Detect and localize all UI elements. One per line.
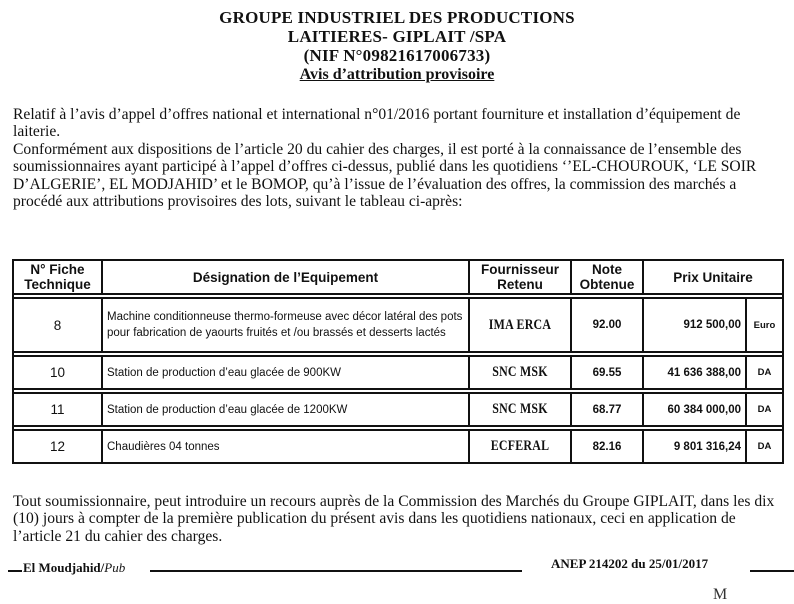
- company-name-line2: LAITIERES- GIPLAIT /SPA: [287, 27, 507, 46]
- table-row: [13, 298, 783, 352]
- cell-devise: DA: [746, 393, 783, 426]
- header-fournisseur: Fournisseur Retenu: [469, 260, 571, 294]
- cell-num: 8: [13, 298, 102, 352]
- cell-devise: DA: [746, 430, 783, 463]
- cell-designation: Chaudières 04 tonnes: [102, 430, 469, 463]
- company-name-line1: GROUPE INDUSTRIEL DES PRODUCTIONS: [219, 8, 575, 27]
- tax-id: (NIF N°09821617006733): [303, 46, 491, 65]
- table-header-row: [13, 260, 783, 294]
- publication-credit: [23, 560, 125, 576]
- cell-prix: 60 384 000,00: [643, 393, 746, 426]
- intro-paragraph-2: Conformément aux dispositions de l’article 20 du cahier des charges, il est porté à la connaissance de l’ensemble des soumissionnaires ayant participé à l’appel d’offres ci-dessus, publié dans les quotidiens ‘’EL-CHOUROUK, ‘LE SOIR D’ALGERIE’, EL MODJAHID’ et le BOMOP, qu’à l’issue de l’évaluation des offres, la commission des marchés a procédé aux attributions provisoires des lots, suivant le tableau ci-après:: [13, 140, 757, 211]
- cell-note: 82.16: [571, 430, 643, 463]
- header-note: Note Obtenue: [571, 260, 643, 294]
- cell-num: 10: [13, 356, 102, 389]
- header-fiche: N° Fiche Technique: [13, 260, 102, 294]
- attribution-table: [12, 259, 784, 464]
- cell-fournisseur: SNC MSK: [478, 356, 562, 389]
- cell-devise: Euro: [746, 298, 783, 352]
- cell-prix: 9 801 316,24: [643, 430, 746, 463]
- cell-num: 12: [13, 430, 102, 463]
- publication-suffix: Pub: [104, 560, 126, 575]
- footer-rule: [750, 570, 794, 572]
- cell-designation: Station de production d’eau glacée de 900KW: [102, 356, 469, 389]
- footer-rule: [150, 570, 522, 572]
- cell-prix: 41 636 388,00: [643, 356, 746, 389]
- footer-text: [13, 493, 783, 545]
- table-row: [13, 393, 783, 426]
- publication-name: El Moudjahid/: [23, 560, 105, 575]
- notice-header: [0, 8, 794, 84]
- cell-designation: Machine conditionneuse thermo-formeuse avec décor latéral des pots pour fabrication de yaourts fruités et /ou brassés et desserts lactés: [102, 298, 469, 352]
- cell-fournisseur: SNC MSK: [478, 393, 562, 426]
- footer-rule: [8, 570, 22, 572]
- cell-note: 68.77: [571, 393, 643, 426]
- intro-paragraph-1: Relatif à l’avis d’appel d’offres national et international n°01/2016 portant fourniture et installation d’équipement de laiterie.: [13, 106, 741, 141]
- cell-prix: 912 500,00: [643, 298, 746, 352]
- cell-num: 11: [13, 393, 102, 426]
- anep-reference: ANEP 214202 du 25/01/2017: [551, 556, 709, 571]
- cell-devise: DA: [746, 356, 783, 389]
- table-row: [13, 430, 783, 463]
- cell-designation: Station de production d’eau glacée de 1200KW: [102, 393, 469, 426]
- appeal-paragraph: Tout soumissionnaire, peut introduire un recours auprès de la Commission des Marchés du Groupe GIPLAIT, dans les dix (10) jours à compter de la première publication du présent avis dans les quotidiens nationaux, ceci en application de l’article 21 du cahier des charges.: [13, 493, 775, 545]
- header-designation: Désignation de l’Equipement: [102, 260, 469, 294]
- cell-fournisseur: ECFERAL: [478, 430, 562, 463]
- intro-text: [13, 106, 783, 210]
- header-prix: Prix Unitaire: [643, 260, 783, 294]
- notice-title: Avis d’attribution provisoire: [299, 66, 495, 83]
- cell-note: 69.55: [571, 356, 643, 389]
- cell-note: 92.00: [571, 298, 643, 352]
- table-row: [13, 356, 783, 389]
- cell-fournisseur: IMA ERCA: [478, 298, 562, 352]
- cut-off-text: M: [713, 586, 728, 603]
